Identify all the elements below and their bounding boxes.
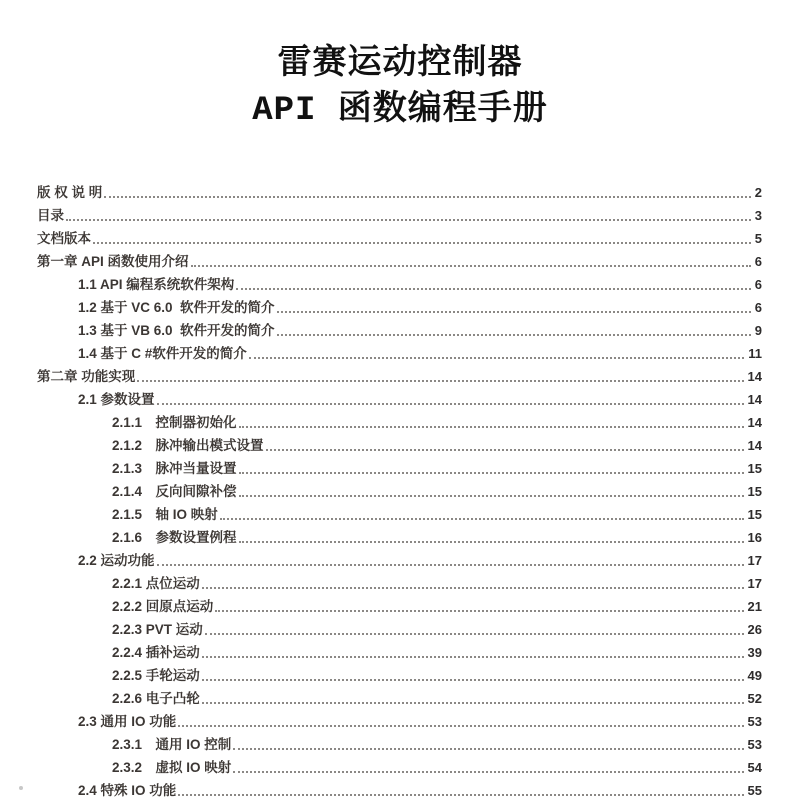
toc-dot-leader (157, 403, 744, 405)
toc-entry[interactable] (37, 477, 762, 500)
toc-entry-label: 文档版本 (37, 231, 91, 246)
toc-entry[interactable] (37, 201, 762, 224)
toc-dot-leader (178, 794, 743, 796)
toc-entry[interactable] (37, 615, 762, 638)
toc-entry[interactable] (37, 431, 762, 454)
document-title (0, 42, 800, 134)
toc-entry-page: 55 (747, 783, 762, 798)
toc-entry-page: 49 (747, 668, 762, 683)
toc-dot-leader (137, 380, 743, 382)
toc-dot-leader (66, 219, 751, 221)
toc-dot-leader (202, 679, 744, 681)
toc-entry-page: 6 (754, 277, 762, 292)
toc-entry-label: 2.2.1 点位运动 (112, 576, 200, 591)
toc-dot-leader (266, 449, 744, 451)
toc-entry-label: 2.3 通用 IO 功能 (78, 714, 177, 729)
toc-entry[interactable] (37, 224, 762, 247)
toc-entry-page: 2 (754, 185, 762, 200)
toc-dot-leader (277, 311, 751, 313)
toc-dot-leader (233, 771, 743, 773)
toc-dot-leader (236, 288, 750, 290)
toc-entry-page: 16 (747, 530, 762, 545)
toc-entry-page: 14 (747, 392, 762, 407)
toc-entry-label: 2.2.5 手轮运动 (112, 668, 200, 683)
toc-dot-leader (104, 196, 751, 198)
toc-entry-page: 14 (747, 438, 762, 453)
toc-entry-page: 9 (754, 323, 762, 338)
toc-entry[interactable] (37, 316, 762, 339)
toc-entry-label: 1.1 API 编程系统软件架构 (78, 277, 235, 292)
toc-dot-leader (249, 357, 744, 359)
toc-entry-label: 2.2.4 插补运动 (112, 645, 200, 660)
toc-entry-page: 3 (754, 208, 762, 223)
toc-entry-label: 2.3.2 虚拟 IO 映射 (112, 760, 232, 775)
toc-entry[interactable] (37, 776, 762, 799)
toc-entry-label: 2.1.4 反向间隙补偿 (112, 484, 237, 499)
toc-entry-page: 39 (747, 645, 762, 660)
toc-entry[interactable] (37, 592, 762, 615)
toc-entry-page: 14 (747, 415, 762, 430)
toc-entry[interactable] (37, 684, 762, 707)
toc-entry-page: 15 (747, 484, 762, 499)
toc-entry[interactable] (37, 270, 762, 293)
toc-entry-label: 2.2.6 电子凸轮 (112, 691, 200, 706)
toc-entry-label: 版 权 说 明 (37, 185, 103, 200)
toc-entry-page: 15 (747, 461, 762, 476)
toc-dot-leader (215, 610, 743, 612)
toc-entry-page: 15 (747, 507, 762, 522)
scan-speck (19, 786, 23, 790)
toc-entry-label: 2.2 运动功能 (78, 553, 155, 568)
toc-entry[interactable] (37, 178, 762, 201)
toc-entry[interactable] (37, 730, 762, 753)
toc-entry[interactable] (37, 523, 762, 546)
toc-entry-page: 53 (747, 737, 762, 752)
toc-entry-page: 14 (747, 369, 762, 384)
toc-entry[interactable] (37, 385, 762, 408)
toc-dot-leader (202, 702, 744, 704)
toc-entry-page: 5 (754, 231, 762, 246)
toc-dot-leader (220, 518, 744, 520)
toc-dot-leader (239, 541, 744, 543)
toc-entry-page: 17 (747, 553, 762, 568)
toc-entry-label: 2.1.3 脉冲当量设置 (112, 461, 237, 476)
toc-dot-leader (202, 587, 744, 589)
toc-dot-leader (178, 725, 743, 727)
toc-entry-page: 21 (747, 599, 762, 614)
toc-dot-leader (205, 633, 744, 635)
toc-entry-label: 1.4 基于 C #软件开发的简介 (78, 346, 247, 361)
toc-entry-page: 6 (754, 254, 762, 269)
toc-entry[interactable] (37, 661, 762, 684)
toc-dot-leader (277, 334, 751, 336)
toc-dot-leader (157, 564, 744, 566)
toc-entry[interactable] (37, 707, 762, 730)
toc-dot-leader (233, 748, 743, 750)
title-line-1: 雷赛运动控制器 (277, 46, 523, 84)
toc-entry[interactable] (37, 362, 762, 385)
toc-entry[interactable] (37, 753, 762, 776)
toc-dot-leader (239, 472, 744, 474)
toc-entry[interactable] (37, 500, 762, 523)
toc-entry-page: 53 (747, 714, 762, 729)
toc (37, 178, 762, 799)
toc-entry-label: 2.2.3 PVT 运动 (112, 622, 203, 637)
toc-entry[interactable] (37, 339, 762, 362)
toc-entry-label: 第二章 功能实现 (37, 369, 136, 384)
toc-entry-label: 2.1 参数设置 (78, 392, 155, 407)
toc-entry-label: 2.1.5 轴 IO 映射 (112, 507, 218, 522)
toc-dot-leader (93, 242, 751, 244)
toc-entry[interactable] (37, 408, 762, 431)
toc-entry-page: 17 (747, 576, 762, 591)
toc-entry-page: 52 (747, 691, 762, 706)
toc-entry[interactable] (37, 247, 762, 270)
toc-dot-leader (202, 656, 744, 658)
toc-entry-label: 1.3 基于 VB 6.0 软件开发的简介 (78, 323, 275, 338)
toc-entry[interactable] (37, 638, 762, 661)
toc-entry[interactable] (37, 454, 762, 477)
toc-entry-label: 1.2 基于 VC 6.0 软件开发的简介 (78, 300, 275, 315)
title-line-2: API 函数编程手册 (252, 92, 548, 130)
toc-entry-label: 2.1.1 控制器初始化 (112, 415, 237, 430)
toc-entry-page: 26 (747, 622, 762, 637)
toc-dot-leader (239, 495, 744, 497)
toc-entry[interactable] (37, 546, 762, 569)
toc-entry-page: 11 (748, 346, 762, 361)
toc-entry-label: 2.2.2 回原点运动 (112, 599, 214, 614)
toc-entry-label: 2.3.1 通用 IO 控制 (112, 737, 232, 752)
toc-entry-label: 第一章 API 函数使用介绍 (37, 254, 189, 269)
toc-dot-leader (191, 265, 751, 267)
toc-entry[interactable] (37, 293, 762, 316)
toc-entry-page: 6 (754, 300, 762, 315)
toc-entry[interactable] (37, 569, 762, 592)
toc-entry-label: 2.1.6 参数设置例程 (112, 530, 237, 545)
toc-entry-label: 2.1.2 脉冲输出模式设置 (112, 438, 264, 453)
toc-entry-page: 54 (747, 760, 762, 775)
toc-entry-label: 目录 (37, 208, 64, 223)
toc-dot-leader (239, 426, 744, 428)
toc-entry-label: 2.4 特殊 IO 功能 (78, 783, 177, 798)
